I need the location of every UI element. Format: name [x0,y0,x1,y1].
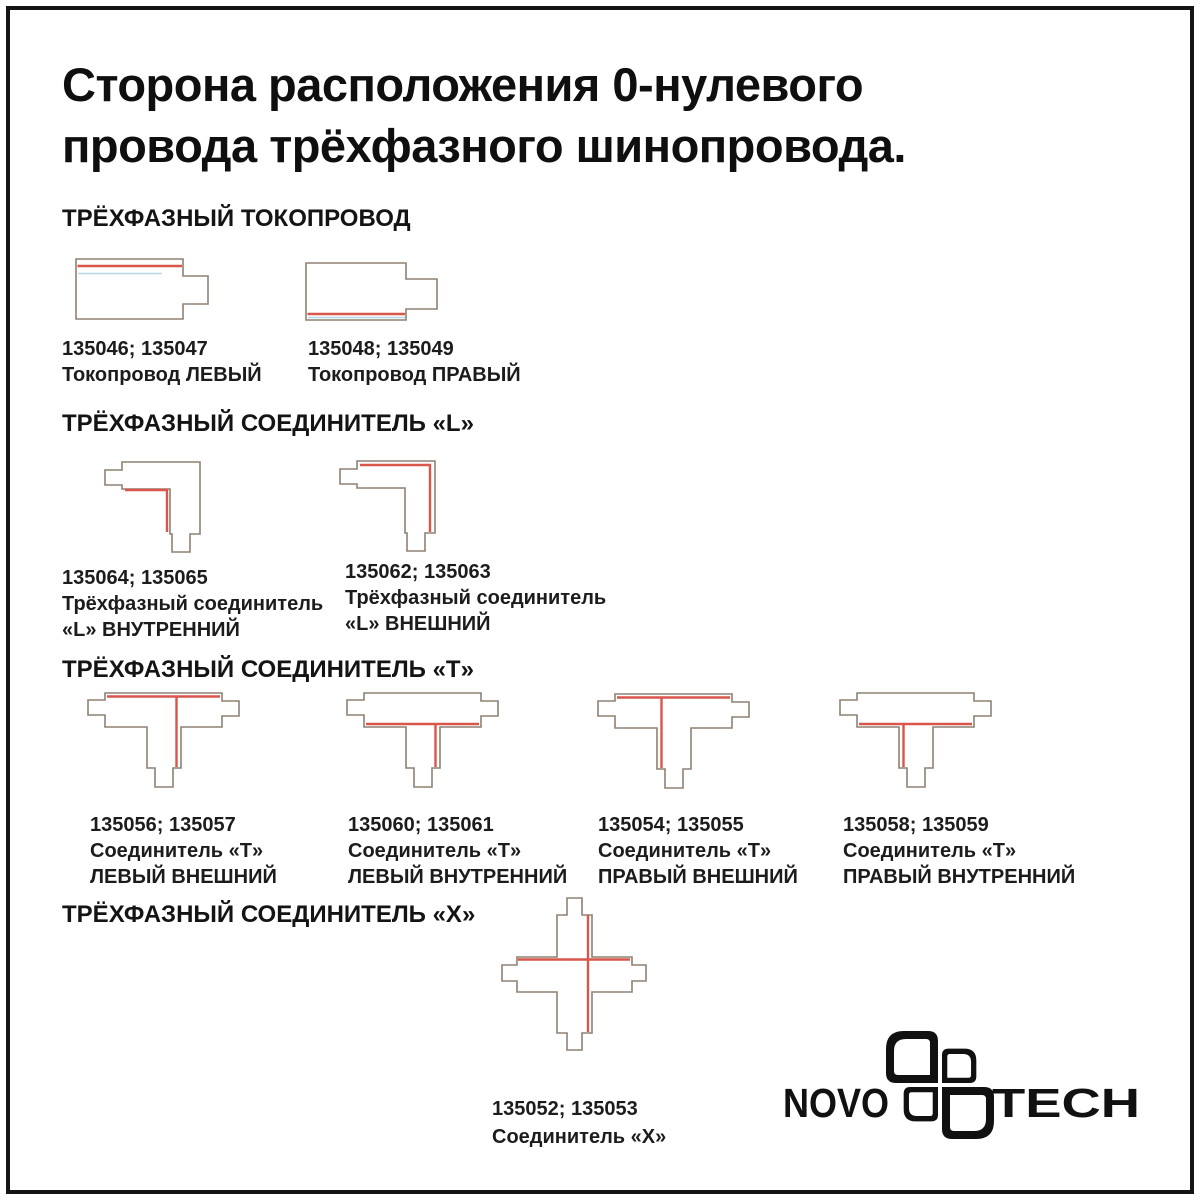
section-header-feed: ТРЁХФАЗНЫЙ ТОКОПРОВОД [62,205,411,232]
product-label-t1 [90,812,277,890]
product-label-l-outer [345,559,606,637]
product-label-l-inner [62,565,323,643]
product-codes: 135056; 135057 [90,814,236,836]
product-desc: Соединитель «Т» [843,840,1017,862]
product-label-t2 [348,812,567,890]
brand-tech-text: TECH [992,1080,1140,1126]
flower-petal-bottom-right [942,1087,994,1139]
product-codes: 135052; 135053 [492,1098,638,1120]
product-label-t3 [598,812,798,890]
track-outline [306,263,437,320]
brand-novo-text: NOVO [783,1080,889,1126]
t-right-outer-diagram [596,692,751,790]
product-codes: 135060; 135061 [348,814,494,836]
track-outline [840,693,991,787]
product-desc2: ЛЕВЫЙ ВНЕШНИЙ [90,866,277,888]
product-codes: 135062; 135063 [345,561,491,583]
feed-right-diagram [305,261,440,322]
product-codes: 135064; 135065 [62,567,208,589]
flower-petal-bottom-left [904,1087,938,1121]
product-desc2: ЛЕВЫЙ ВНУТРЕННИЙ [348,866,568,888]
t-left-outer-diagram [86,691,241,789]
product-desc2: «L» ВНУТРЕННИЙ [62,619,240,641]
section-header-l: ТРЁХФАЗНЫЙ СОЕДИНИТЕЛЬ «L» [62,410,474,437]
track-outline [598,694,749,788]
page-title-line2: провода трёхфазного шинопровода. [62,119,906,172]
novotech-logo [779,1024,1149,1164]
product-desc: Соединитель «Т» [598,840,772,862]
flower-petal-top-left [886,1031,938,1083]
t-right-inner-diagram [838,691,993,789]
feed-left-diagram [75,257,211,321]
x-connector-diagram [500,896,648,1052]
product-codes: 135058; 135059 [843,814,989,836]
track-outline [76,259,208,319]
neutral-wire-line [125,490,167,532]
track-outline [105,462,200,552]
page-title [62,54,906,176]
section-header-t: ТРЁХФАЗНЫЙ СОЕДИНИТЕЛЬ «Т» [62,656,474,683]
flower-petal-top-right [942,1049,976,1083]
product-desc2: ПРАВЫЙ ВНЕШНИЙ [598,866,798,888]
track-outline [88,693,239,787]
product-desc: Токопровод ПРАВЫЙ [308,364,521,386]
track-outline [347,693,498,787]
product-label-feed-right [308,336,521,388]
product-desc: Токопровод ЛЕВЫЙ [62,364,262,386]
product-desc: Соединитель «Х» [492,1126,667,1148]
l-inner-diagram [103,460,202,554]
product-desc: Трёхфазный соединитель [62,593,324,615]
l-outer-diagram [338,459,437,553]
product-label-t4 [843,812,1075,890]
product-label-x [492,1095,666,1151]
product-desc: Трёхфазный соединитель [345,587,607,609]
product-desc: Соединитель «Т» [348,840,522,862]
product-desc: Соединитель «Т» [90,840,264,862]
novotech-flower-icon [886,1031,994,1139]
section-header-x: ТРЁХФАЗНЫЙ СОЕДИНИТЕЛЬ «Х» [62,901,476,928]
product-codes: 135048; 135049 [308,338,454,360]
product-desc2: ПРАВЫЙ ВНУТРЕННИЙ [843,866,1076,888]
product-codes: 135054; 135055 [598,814,744,836]
product-desc2: «L» ВНЕШНИЙ [345,613,491,635]
track-outline [502,898,646,1050]
product-label-feed-left [62,336,262,388]
t-left-inner-diagram [345,691,500,789]
product-codes: 135046; 135047 [62,338,208,360]
track-outline [340,461,435,551]
page-title-line1: Сторона расположения 0-нулевого [62,58,864,111]
